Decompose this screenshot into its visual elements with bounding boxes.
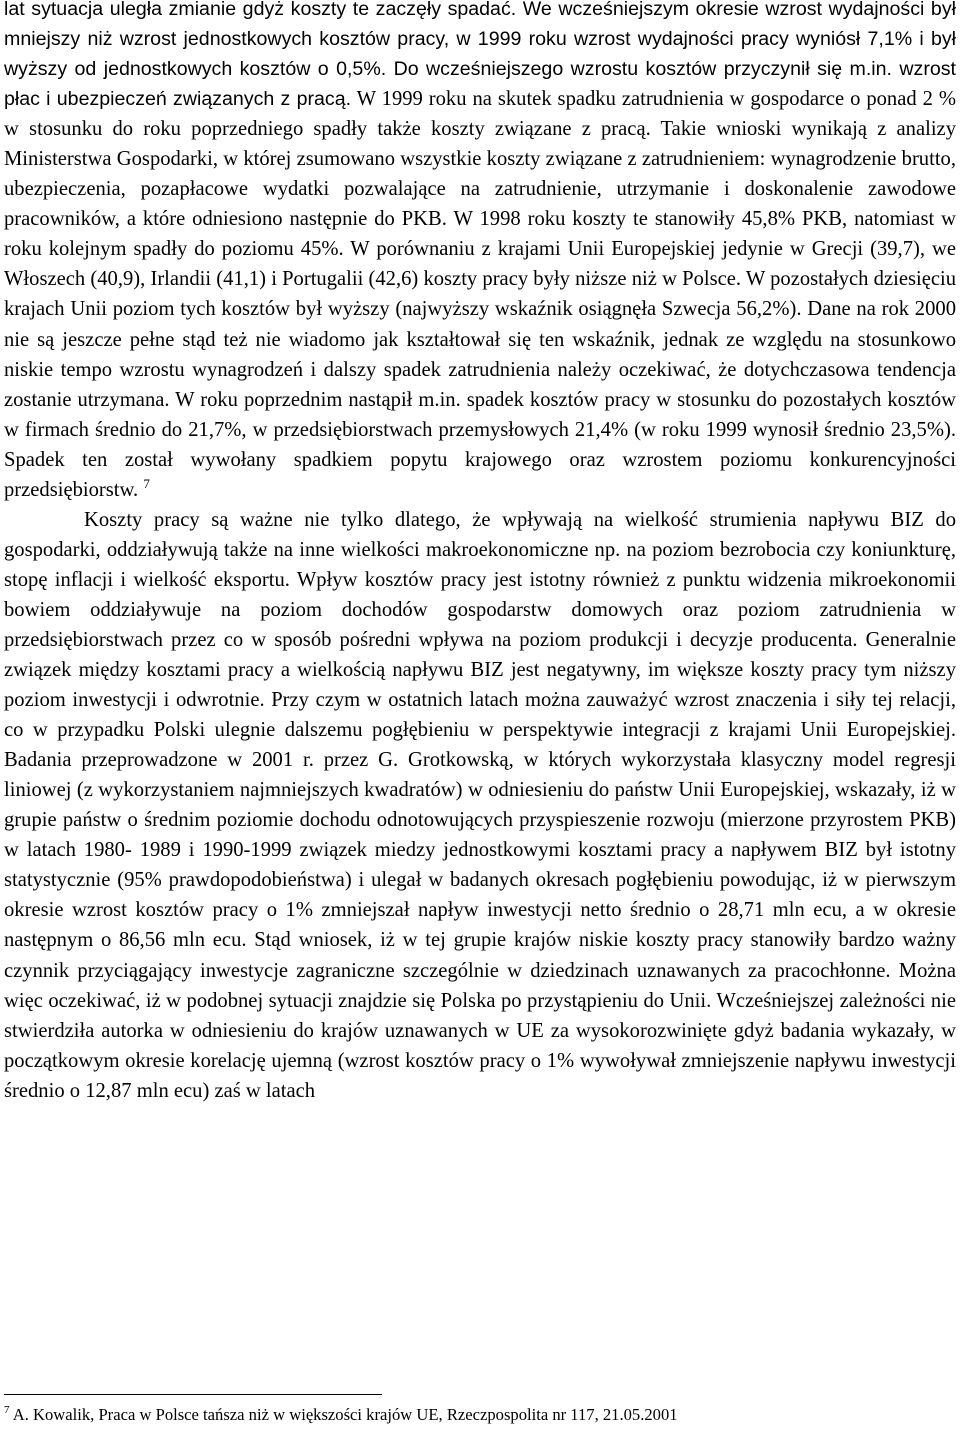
paragraph: Koszty pracy są ważne nie tylko dlatego, że wpływają na wielkość strumienia napływu BIZ do gospodarki, oddziaływują także na inne wielkości makroekonomiczne np. na poziom bezrobocia czy koniunkturę, stopę inflacji i wielkość eksportu. Wpływ kosztów pracy jest istotny również z punktu widzenia mikroekonomii bowiem oddziaływuje na poziom dochodów gospodarstw domowych oraz poziom zatrudnienia w przedsiębiorstwach przez co w sposób pośredni wpływa na poziom produkcji i decyzje producenta. Generalnie związek między kosztami pracy a wielkością napływu BIZ jest negatywny, im większe koszty pracy tym niższy poziom inwestycji i odwrotnie. Przy czym w ostatnich latach można zauważyć wzrost znaczenia i siły tej relacji, co w przypadku Polski ulegnie dalszemu pogłębieniu w perspektywie integracji z krajami Unii Europejskiej. Badania przeprowadzone w 2001 r. przez G. Grotkowską, w których wykorzystała klasyczny model regresji liniowej (z wykorzystaniem najmniejszych kwadratów) w odniesieniu do państw Unii Europejskiej, wskazały, iż w grupie państw o średnim poziomie dochodu odnotowujących przyspieszenie rozwoju (mierzone przyrostem PKB) w latach 1980- 1989 i 1990-1999 związek miedzy jednostkowymi kosztami pracy a napływem BIZ był istotny statystycznie (95% prawdopodobieństwa) i ulegał w badanych okresach pogłębieniu powodując, iż w pierwszym okresie wzrost kosztów pracy o 1% zmniejszał napływ inwestycji netto średnio o 28,71 mln ecu, a w okresie następnym o 86,56 mln ecu. Stąd wniosek, iż w tej grupie krajów niskie koszty pracy stanowiły bardzo ważny czynnik przyciągający inwestycje zagraniczne szczególnie w dziedzinach uznawanych za pracochłonne. Można więc oczekiwać, iż w podobnej sytuacji znajdzie się Polska po przystąpieniu do Unii. Wcześniejszej zależności nie stwierdziła autorka w odniesieniu do krajów uznawanych w UE za wysokorozwinięte gdyż badania wykazały, w początkowym okresie korelację ujemną (wzrost kosztów pracy o 1% wywoływał zmniejszenie napływu inwestycji średnio o 12,87 mln ecu) zaś w latach [4,508,956,1102]
footnote-separator [4,1394,382,1395]
footnote-text: A. Kowalik, Praca w Polsce tańsza niż w większości krajów UE, Rzeczpospolita nr 117, 21.05.2001 [9,1405,678,1424]
footnote [4,1403,956,1427]
paragraph-text-sans: lat sytuacja uległa zmianie gdyż koszty te zaczęły spadać. We wcześniejszym okresie wzrost wydajności był mniejszy niż wzrost jednostkowych kosztów pracy, w 1999 roku wzrost wydajności pracy wyniósł 7,1% i był wyższy od jednostkowych kosztów o 0,5%. Do wcześniejszego wzrostu kosztów przyczynił się m.in. wzrost płac i ubezpieczeń związanych z pracą. [4,0,956,111]
footnote-reference: 7 [143,475,150,491]
footnote-number: 7 [4,1404,10,1416]
paragraph [4,0,956,505]
paragraph-text: W 1999 roku na skutek spadku zatrudnienia w gospodarce o ponad 2 % w stosunku do roku poprzedniego spadły także koszty związane z pracą. Takie wnioski wynikają z analizy Ministerstwa Gospodarki, w której zsumowano wszystkie koszty związane z zatrudnieniem: wynagrodzenie brutto, ubezpieczenia, pozapłacowe wydatki pozwalające na zatrudnienie, utrzymanie i doskonalenie zawodowe pracowników, a które odniesiono następnie do PKB. W 1998 roku koszty te stanowiły 45,8% PKB, natomiast w roku kolejnym spadły do poziomu 45%. W porównaniu z krajami Unii Europejskiej jedynie w Grecji (39,7), we Włoszech (40,9), Irlandii (41,1) i Portugalii (42,6) koszty pracy były niższe niż w Polsce. W pozostałych dziesięciu krajach Unii poziom tych kosztów był wyższy (najwyższy wskaźnik osiągnęła Szwecja 56,2%). Dane na rok 2000 nie są jeszcze pełne stąd też nie wiadomo jak kształtował się ten wskaźnik, jednak ze względu na stosunkowo niskie tempo wzrostu wynagrodzeń i dalszy spadek zatrudnienia należy oczekiwać, że dotychczasowa tendencja zostanie utrzymana. W roku poprzednim nastąpił m.in. spadek kosztów pracy w stosunku do pozostałych kosztów w firmach średnio do 21,7%, w przedsiębiorstwach przemysłowych 21,4% (w roku 1999 wynosił średnio 23,5%). Spadek ten został wywołany spadkiem popytu krajowego oraz wzrostem poziomu konkurencyjności przedsiębiorstw. [4,88,957,501]
body-text [4,0,956,1106]
